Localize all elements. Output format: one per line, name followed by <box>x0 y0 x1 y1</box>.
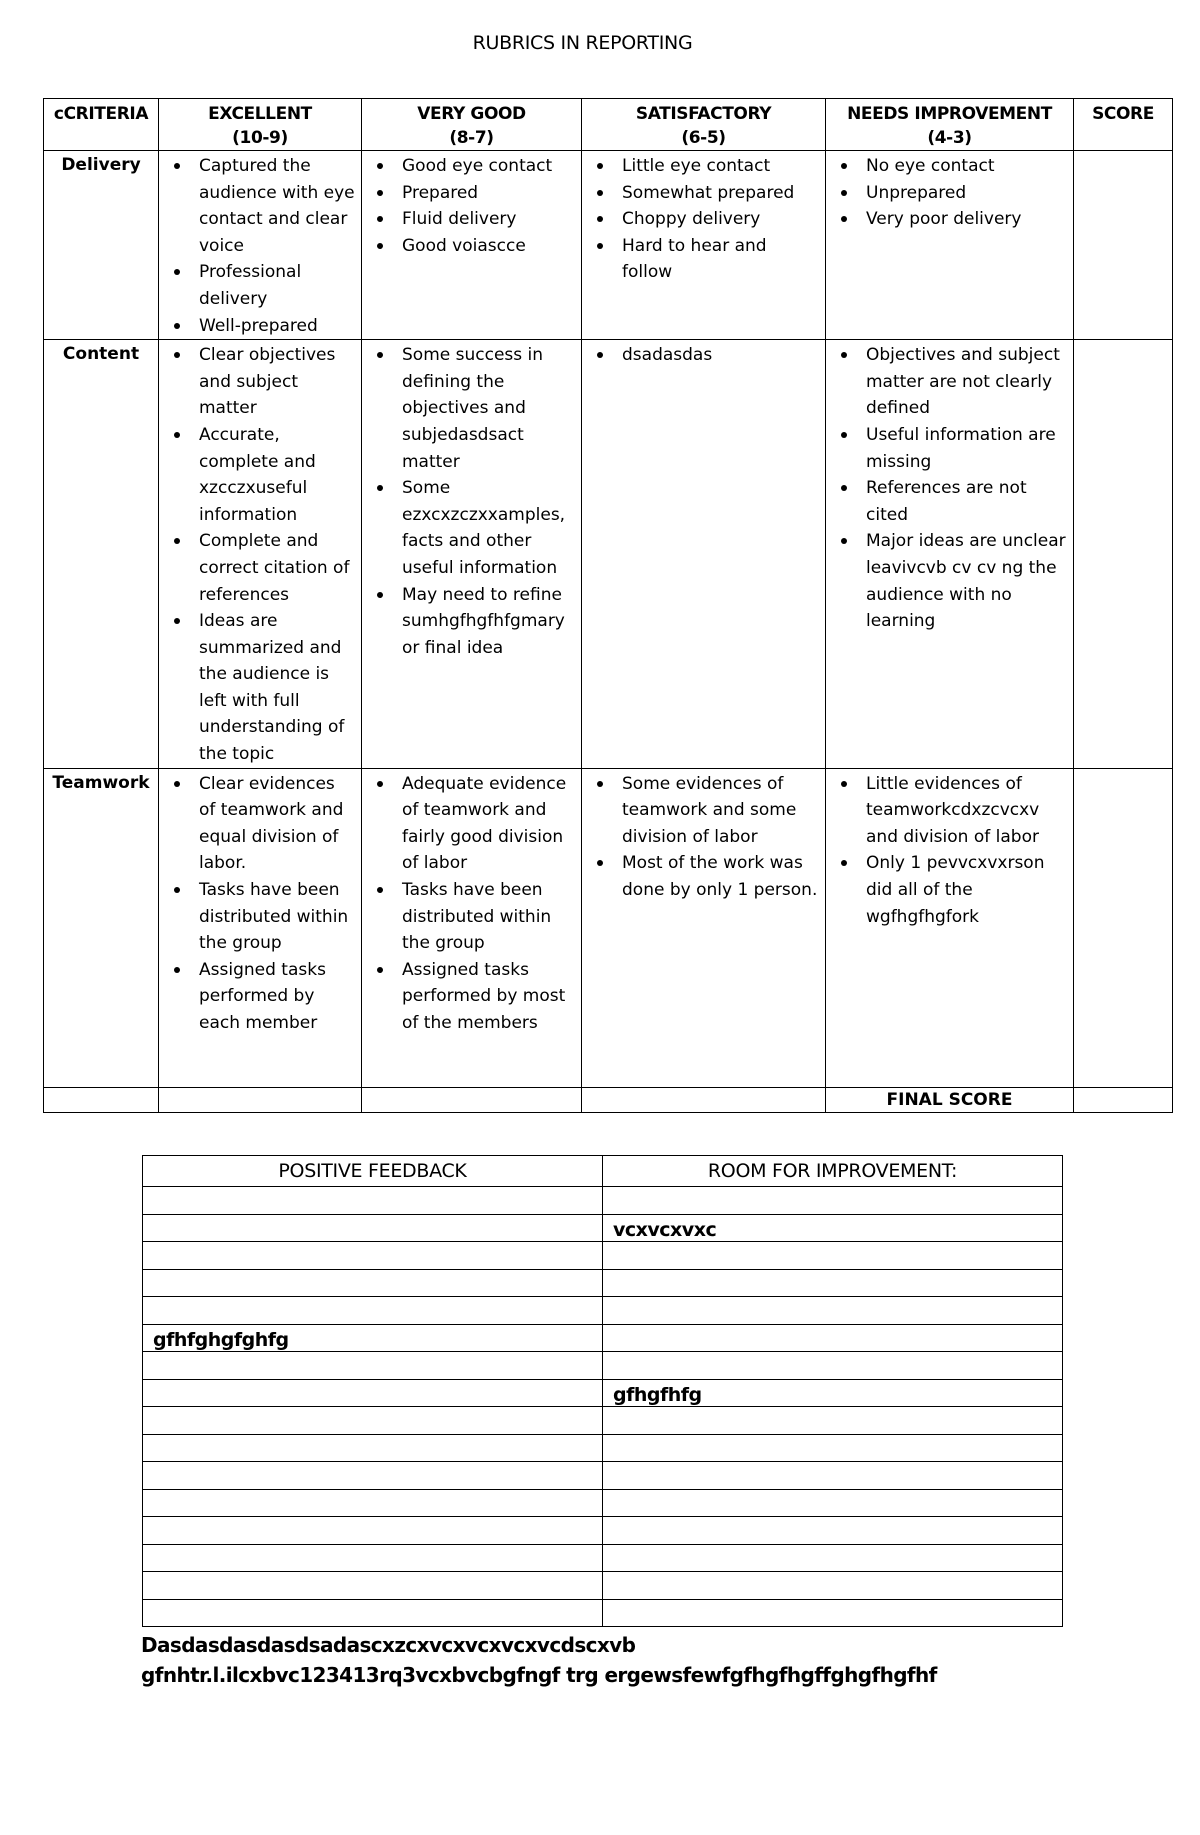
rubric-table <box>43 98 1173 1113</box>
feedback-row <box>143 1269 1063 1297</box>
room-for-improvement-cell <box>603 1544 1063 1572</box>
feedback-row <box>143 1214 1063 1242</box>
rubric-cell-satisfactory <box>582 151 826 340</box>
bullet-item: Well-prepared <box>159 313 361 340</box>
feedback-row <box>143 1297 1063 1325</box>
header-needs-improvement: NEEDS IMPROVEMENT (4-3) <box>826 99 1074 151</box>
positive-feedback-cell <box>143 1242 603 1270</box>
positive-feedback-cell <box>143 1214 603 1242</box>
room-for-improvement-cell <box>603 1434 1063 1462</box>
bullet-item: May need to refine sumhgfhgfhfgmary or final idea <box>362 582 581 662</box>
bullet-list <box>826 771 1073 931</box>
bullet-item: Some success in defining the objectives and subjedasdsact matter <box>362 342 581 475</box>
rubric-cell-needs-improvement <box>826 340 1074 769</box>
room-for-improvement-cell <box>603 1324 1063 1352</box>
rubric-cell-very-good <box>362 151 582 340</box>
bullet-item: Captured the audience with eye contact and clear voice <box>159 153 361 259</box>
header-excellent: EXCELLENT (10-9) <box>159 99 362 151</box>
rubric-cell-satisfactory <box>582 340 826 769</box>
bullet-item: Clear evidences of teamwork and equal division of labor. <box>159 771 361 877</box>
feedback-row <box>143 1434 1063 1462</box>
room-for-improvement-cell <box>603 1489 1063 1517</box>
rubric-cell-excellent <box>159 340 362 769</box>
bullet-item: Accurate, complete and xzcczxuseful information <box>159 422 361 528</box>
positive-feedback-cell <box>143 1489 603 1517</box>
bullet-item: Some ezxcxzczxxamples, facts and other useful information <box>362 475 581 581</box>
feedback-row <box>143 1462 1063 1490</box>
positive-feedback-cell <box>143 1544 603 1572</box>
bullet-item: Prepared <box>362 180 581 207</box>
bullet-list <box>362 771 581 1037</box>
room-for-improvement-cell <box>603 1462 1063 1490</box>
rubric-cell-very-good <box>362 768 582 1087</box>
feedback-row <box>143 1489 1063 1517</box>
bullet-list <box>582 342 825 369</box>
positive-feedback-cell <box>143 1269 603 1297</box>
bullet-item: Tasks have been distributed within the group <box>159 877 361 957</box>
positive-feedback-cell <box>143 1352 603 1380</box>
bullet-item: Assigned tasks performed by each member <box>159 957 361 1037</box>
header-score: SCORE <box>1074 99 1173 151</box>
rubric-cell-needs-improvement <box>826 768 1074 1087</box>
bullet-list <box>159 153 361 339</box>
final-empty-cell <box>582 1087 826 1112</box>
bullet-list <box>826 342 1073 635</box>
feedback-row <box>143 1242 1063 1270</box>
bullet-item: No eye contact <box>826 153 1073 180</box>
feedback-row <box>143 1324 1063 1352</box>
room-for-improvement-cell <box>603 1242 1063 1270</box>
rubric-cell-very-good <box>362 340 582 769</box>
bullet-item: Some evidences of teamwork and some division of labor <box>582 771 825 851</box>
bullet-item: Hard to hear and follow <box>582 233 825 286</box>
positive-feedback-cell <box>143 1599 603 1627</box>
bullet-item: Very poor delivery <box>826 206 1073 233</box>
bullet-list <box>362 342 581 661</box>
bullet-item: Little evidences of teamworkcdxzcvcxv and division of labor <box>826 771 1073 851</box>
positive-feedback-cell <box>143 1572 603 1600</box>
bullet-list <box>582 771 825 904</box>
rubric-cell-excellent <box>159 768 362 1087</box>
rubric-cell-needs-improvement <box>826 151 1074 340</box>
criterion-label: Content <box>44 340 159 769</box>
score-cell <box>1074 768 1173 1087</box>
rubric-row-teamwork <box>44 768 1173 1087</box>
bullet-item: Choppy delivery <box>582 206 825 233</box>
room-for-improvement-cell <box>603 1269 1063 1297</box>
bullet-list <box>582 153 825 286</box>
bullet-item: Complete and correct citation of references <box>159 528 361 608</box>
bullet-item: Professional delivery <box>159 259 361 312</box>
page-title: RUBRICS IN REPORTING <box>472 32 693 54</box>
room-for-improvement-cell <box>603 1599 1063 1627</box>
score-cell <box>1074 340 1173 769</box>
bullet-item: Good voiascce <box>362 233 581 260</box>
bullet-item: Tasks have been distributed within the group <box>362 877 581 957</box>
feedback-row <box>143 1352 1063 1380</box>
bullet-item: Clear objectives and subject matter <box>159 342 361 422</box>
positive-feedback-cell <box>143 1297 603 1325</box>
positive-feedback-cell <box>143 1462 603 1490</box>
feedback-row <box>143 1187 1063 1215</box>
feedback-row <box>143 1544 1063 1572</box>
feedback-row <box>143 1599 1063 1627</box>
bullet-item: Unprepared <box>826 180 1073 207</box>
room-for-improvement-cell <box>603 1517 1063 1545</box>
feedback-row <box>143 1572 1063 1600</box>
rubric-row-delivery <box>44 151 1173 340</box>
bullet-item: Somewhat prepared <box>582 180 825 207</box>
final-empty-cell <box>159 1087 362 1112</box>
positive-feedback-cell <box>143 1187 603 1215</box>
header-satisfactory: SATISFACTORY (6-5) <box>582 99 826 151</box>
bullet-item: Assigned tasks performed by most of the members <box>362 957 581 1037</box>
final-empty-cell <box>44 1087 159 1112</box>
bullet-list <box>362 153 581 259</box>
bullet-item: Objectives and subject matter are not clearly defined <box>826 342 1073 422</box>
criterion-label: Delivery <box>44 151 159 340</box>
bullet-list <box>826 153 1073 233</box>
bullet-item: dsadasdas <box>582 342 825 369</box>
room-for-improvement-cell <box>603 1187 1063 1215</box>
bullet-item: Fluid delivery <box>362 206 581 233</box>
bullet-item: Useful information are missing <box>826 422 1073 475</box>
positive-feedback-cell <box>143 1517 603 1545</box>
bullet-item: Ideas are summarized and the audience is left with full understanding of the topic <box>159 608 361 768</box>
room-for-improvement-header: ROOM FOR IMPROVEMENT: <box>603 1156 1063 1187</box>
bullet-list <box>159 771 361 1037</box>
rubric-row-content <box>44 340 1173 769</box>
bullet-item: Only 1 pevvcxvxrson did all of the wgfhgfhgfork <box>826 850 1073 930</box>
header-criteria: cCRITERIA <box>44 99 159 151</box>
room-for-improvement-cell: gfhgfhfg <box>603 1379 1063 1407</box>
room-for-improvement-cell <box>603 1572 1063 1600</box>
final-score-cell <box>1074 1087 1173 1112</box>
room-for-improvement-cell <box>603 1352 1063 1380</box>
bullet-item: Adequate evidence of teamwork and fairly good division of labor <box>362 771 581 877</box>
positive-feedback-cell <box>143 1434 603 1462</box>
bullet-item: Good eye contact <box>362 153 581 180</box>
bullet-list <box>159 342 361 768</box>
feedback-row <box>143 1379 1063 1407</box>
bullet-item: Major ideas are unclear leavivcvb cv cv ng the audience with no learning <box>826 528 1073 634</box>
rubric-header-row <box>44 99 1173 151</box>
score-cell <box>1074 151 1173 340</box>
bullet-item: References are not cited <box>826 475 1073 528</box>
positive-feedback-cell: gfhfghgfghfg <box>143 1324 603 1352</box>
feedback-table <box>142 1155 1063 1627</box>
positive-feedback-cell <box>143 1379 603 1407</box>
bullet-item: Most of the work was done by only 1 person. <box>582 850 825 903</box>
feedback-header-row <box>143 1156 1063 1187</box>
header-very-good: VERY GOOD (8-7) <box>362 99 582 151</box>
final-score-label: FINAL SCORE <box>826 1087 1074 1112</box>
room-for-improvement-cell <box>603 1407 1063 1435</box>
positive-feedback-cell <box>143 1407 603 1435</box>
feedback-row <box>143 1407 1063 1435</box>
positive-feedback-header: POSITIVE FEEDBACK <box>143 1156 603 1187</box>
final-empty-cell <box>362 1087 582 1112</box>
room-for-improvement-cell: vcxvcxvxc <box>603 1214 1063 1242</box>
notes-text: Dasdasdasdasdsadascxzcxvcxvcxvcxvcdscxvb gfnhtr.l.ilcxbvc123413rq3vcxbvcbgfngf trg ergewsfewfgfhgfhgffghgfhgfhf <box>141 1633 937 1687</box>
final-score-row <box>44 1087 1173 1112</box>
bullet-item: Little eye contact <box>582 153 825 180</box>
feedback-row <box>143 1517 1063 1545</box>
criterion-label: Teamwork <box>44 768 159 1087</box>
rubric-cell-excellent <box>159 151 362 340</box>
room-for-improvement-cell <box>603 1297 1063 1325</box>
rubric-cell-satisfactory <box>582 768 826 1087</box>
